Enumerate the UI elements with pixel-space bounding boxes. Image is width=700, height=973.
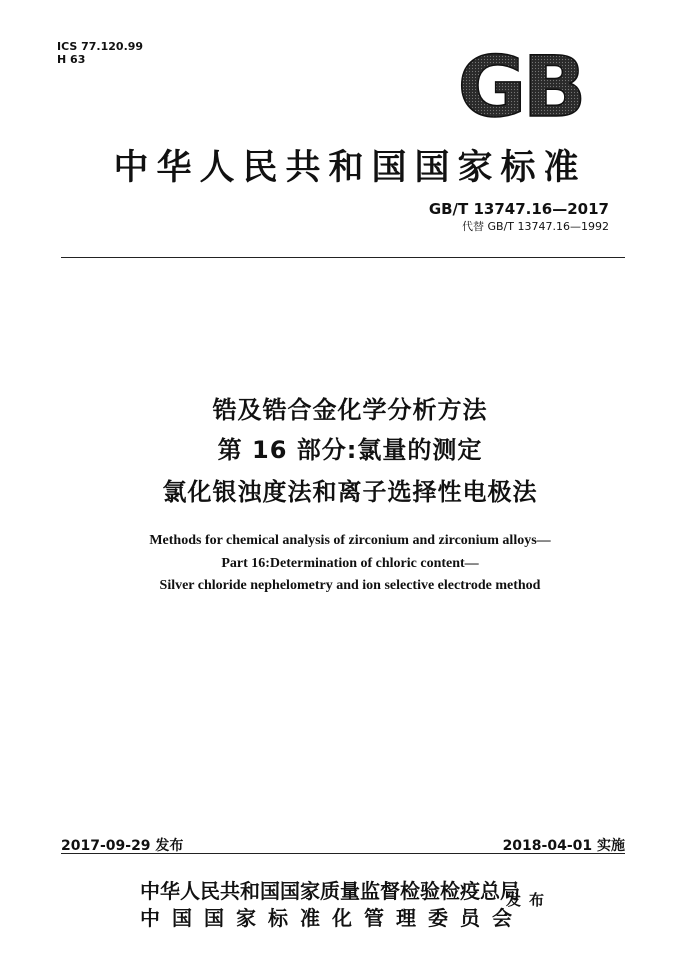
replaces-standard: 代替 GB/T 13747.16—1992 [462, 220, 609, 233]
title-en-line-3: Silver chloride nephelometry and ion selective electrode method [159, 578, 541, 593]
gb-logo-text: GB [457, 52, 583, 122]
implementation-date: 2018-04-01 实施 [502, 838, 625, 854]
title-en-line-1: Methods for chemical analysis of zirconium and zirconium alloys— [149, 533, 551, 548]
title-cn-line-1: 锆及锆合金化学分析方法 [212, 396, 488, 424]
ccs-code: H 63 [57, 53, 86, 66]
title-en-line-2: Part 16:Determination of chloric content— [221, 556, 479, 571]
classification-codes [57, 40, 143, 66]
issue-date: 2017-09-29 发布 [61, 838, 184, 854]
issuing-authorities [140, 875, 590, 935]
bottom-divider [61, 853, 625, 854]
issuer-sac: 中国国家标准化管理委员会 [140, 908, 524, 930]
top-divider [61, 257, 625, 258]
title-cn-line-2: 第 16 部分:氯量的测定 [217, 436, 483, 464]
publish-label: 发布 [506, 893, 553, 909]
ics-code: ICS 77.120.99 [57, 40, 144, 53]
issuer-aqsiq: 中华人民共和国国家质量监督检验检疫总局 [140, 881, 520, 903]
standard-number: GB/T 13747.16—2017 [428, 200, 609, 218]
national-standard-title: 中华人民共和国国家标准 [113, 148, 587, 187]
gb-logo [450, 52, 590, 122]
title-cn-line-3: 氯化银浊度法和离子选择性电极法 [162, 478, 538, 506]
